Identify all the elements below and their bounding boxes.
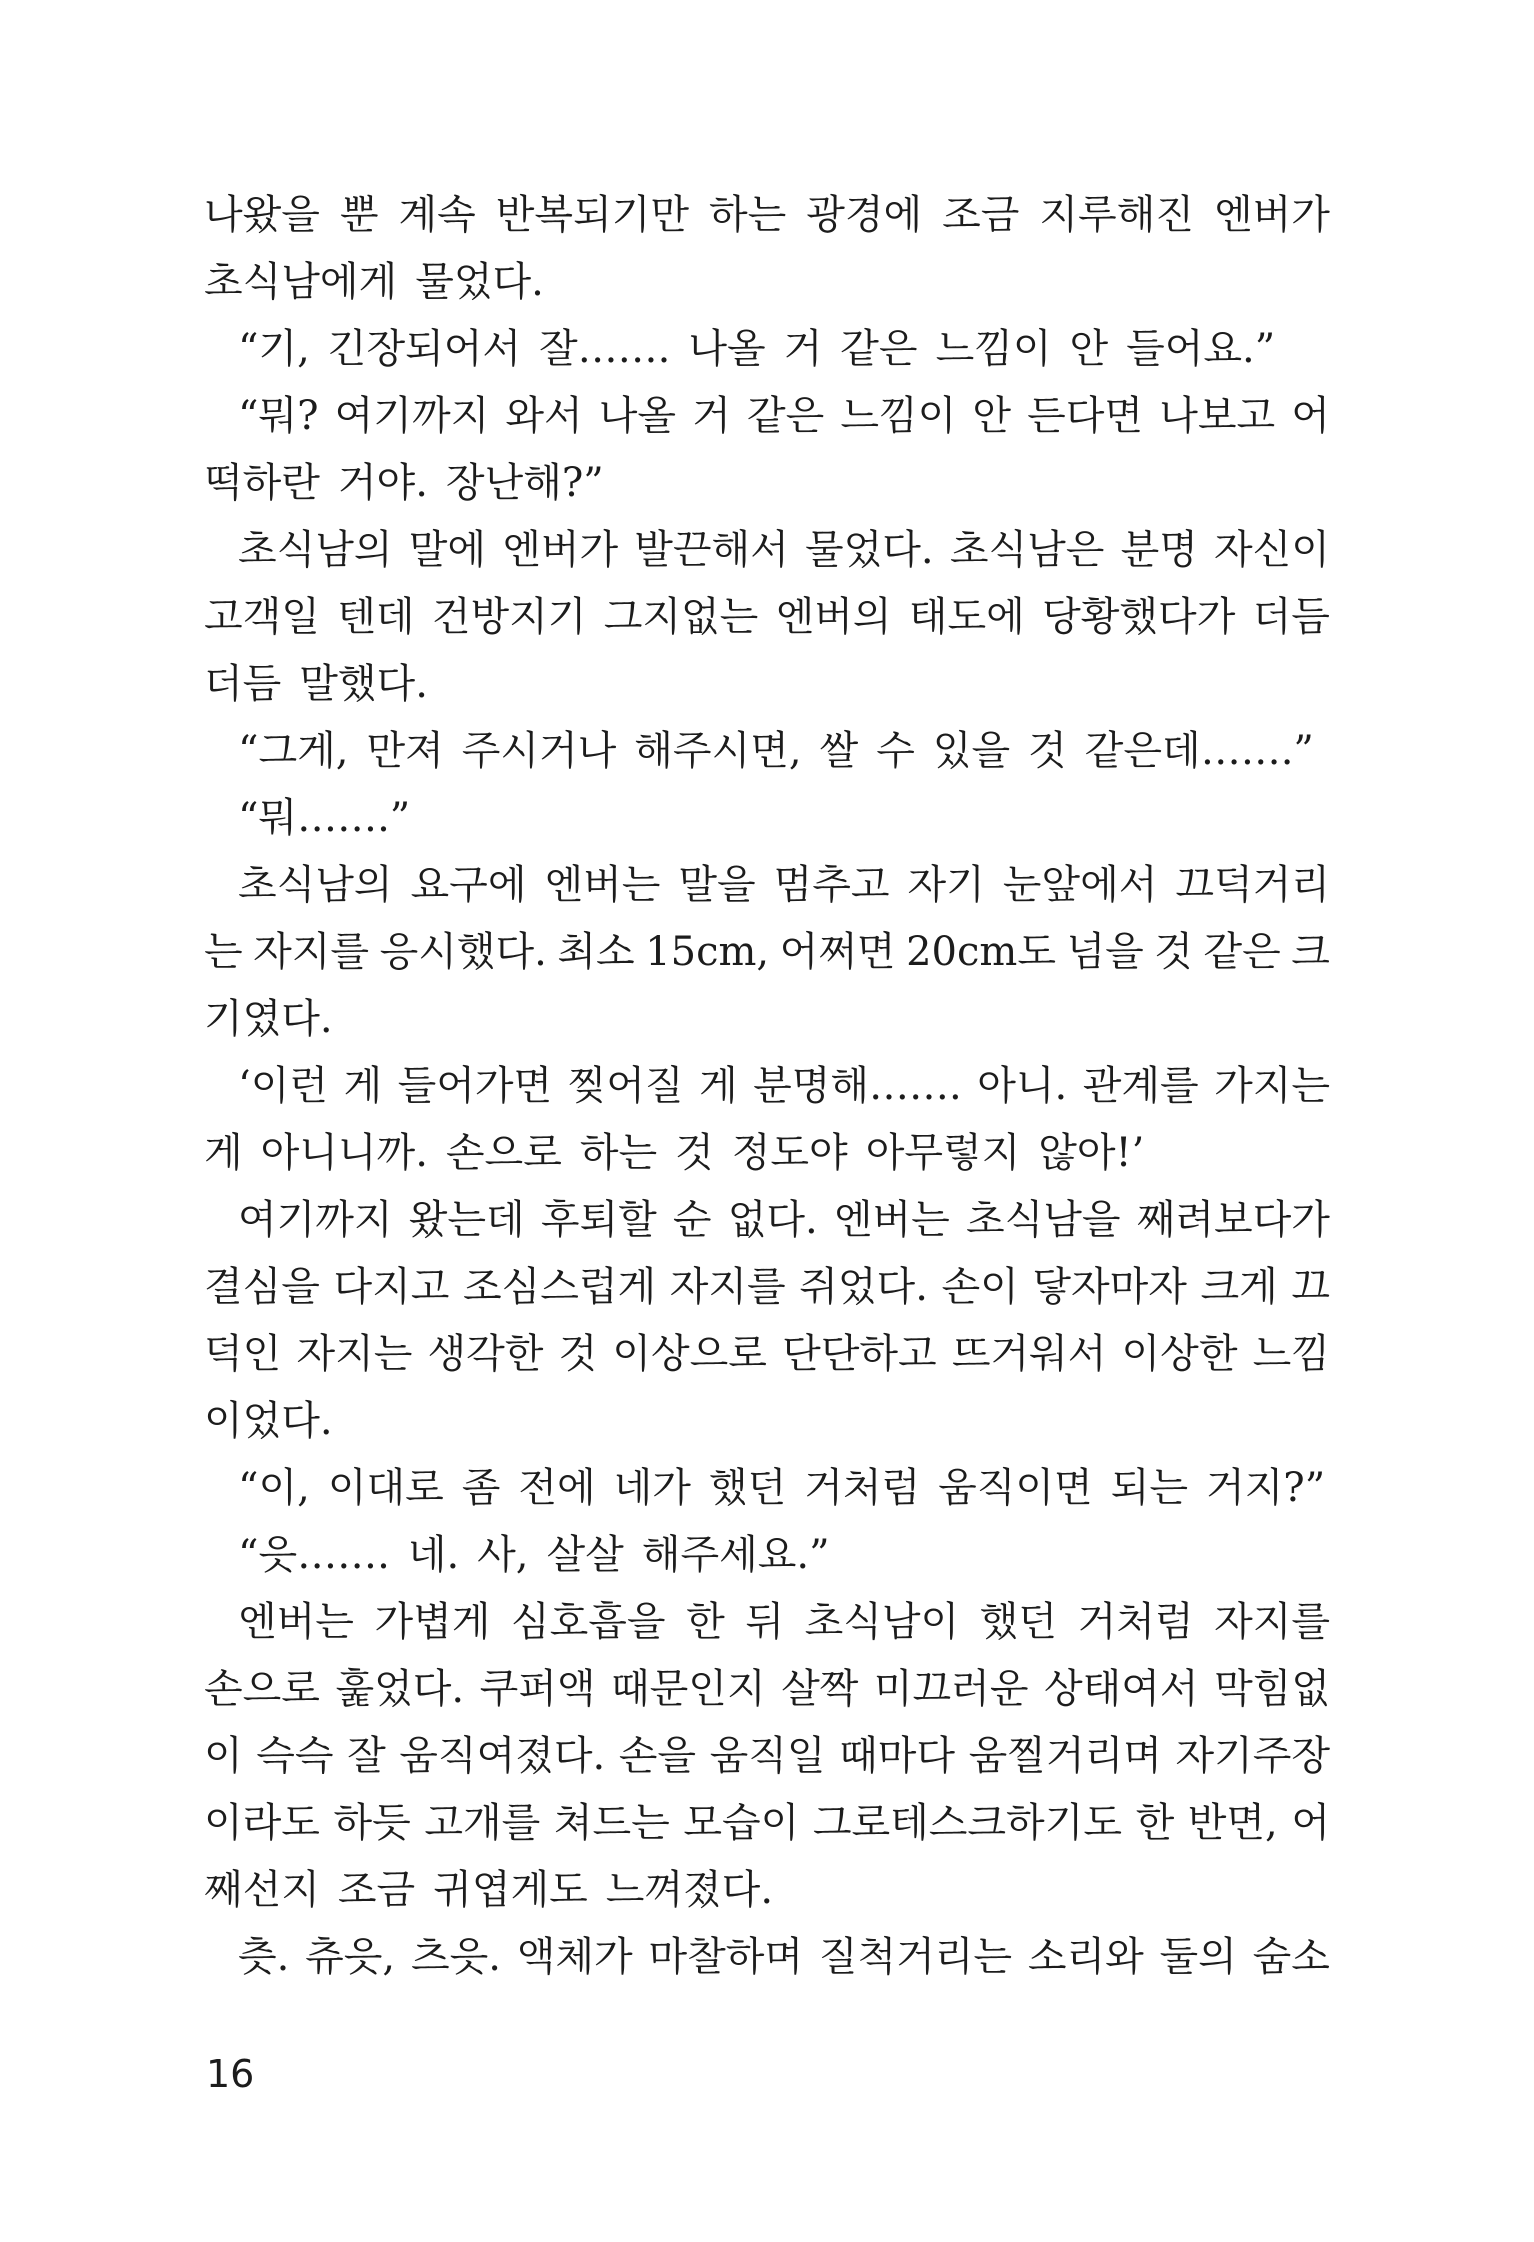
word: 아무렇지: [865, 1130, 1021, 1176]
word: 츄읏,: [305, 1934, 396, 1980]
word: 전에: [518, 1465, 596, 1511]
word: 자신이: [1214, 527, 1330, 573]
word: 분명해…….: [753, 1063, 962, 1109]
text-line: [204, 651, 1330, 718]
word: 태도에: [908, 594, 1025, 640]
word: 반면,: [1187, 1800, 1278, 1846]
word: ‘이런: [238, 1063, 328, 1109]
word: 엔버의: [775, 594, 892, 640]
word: 질척거리는: [818, 1934, 1013, 1980]
word: 움직이면: [938, 1465, 1093, 1511]
word: 들어요.”: [1126, 326, 1276, 372]
text-line: [204, 1120, 1330, 1187]
word: 기였다.: [204, 996, 333, 1042]
text-line: [204, 450, 1330, 517]
word: 없다.: [727, 1197, 818, 1243]
word: 이라도: [204, 1800, 320, 1846]
word: 텐데: [337, 594, 415, 640]
word: “읏…….: [238, 1532, 390, 1578]
word: 사,: [477, 1532, 529, 1578]
word: 안: [1069, 326, 1109, 372]
word: 느낌이: [935, 326, 1052, 372]
text-line: [204, 785, 1330, 852]
word: 엔버는: [833, 1197, 950, 1243]
word: “뭐?: [238, 393, 319, 439]
word: 손으로: [204, 1666, 320, 1712]
word: 엔버가: [1213, 192, 1330, 238]
word: 째려보다가: [1136, 1197, 1330, 1243]
word: 때마다: [839, 1733, 956, 1779]
word: 왔는데: [408, 1197, 525, 1243]
word: 게: [343, 1063, 383, 1109]
word: 해주시면,: [634, 728, 802, 774]
word: 훑었다.: [335, 1666, 465, 1712]
word: 자기주장: [1175, 1733, 1330, 1779]
text-line: [204, 1254, 1330, 1321]
word: 슥슥: [256, 1733, 334, 1779]
word: 여기까지: [334, 393, 490, 439]
word: 초식남이: [804, 1599, 960, 1645]
word: 움찔거리며: [968, 1733, 1162, 1779]
word: 했던: [708, 1465, 787, 1511]
word: 고객일: [204, 594, 320, 640]
word: 수: [876, 728, 915, 774]
word: 관계를: [1082, 1063, 1199, 1109]
word: 있을: [932, 728, 1011, 774]
word: 츠읏.: [410, 1934, 501, 1980]
word: 안: [972, 393, 1012, 439]
word: 끄: [1291, 1264, 1330, 1310]
text-line: [204, 316, 1330, 383]
word: 초식남에게: [204, 259, 398, 305]
word: 나보고: [1159, 393, 1276, 439]
word: 넘을: [1066, 929, 1144, 975]
text-line: [204, 1053, 1330, 1120]
word: 움직여졌다.: [399, 1733, 606, 1779]
word: 손으로: [445, 1130, 562, 1176]
word: 자지를: [1214, 1599, 1330, 1645]
text-line: [204, 383, 1330, 450]
text-line: [204, 919, 1330, 986]
word: 어쩌면: [779, 929, 896, 975]
word: 계속: [398, 192, 476, 238]
word: 뿐: [339, 192, 379, 238]
word: 말을: [678, 862, 756, 908]
word: 마찰하며: [648, 1934, 804, 1980]
word: 거지?”: [1205, 1465, 1326, 1511]
word: 잘: [347, 1733, 386, 1779]
word: 네가: [613, 1465, 691, 1511]
word: 엔버가: [502, 527, 619, 573]
word: 모습이: [683, 1800, 800, 1846]
word: 생각한: [427, 1331, 544, 1377]
word: 분명: [1120, 527, 1198, 573]
word: 하듯: [333, 1800, 411, 1846]
word: 숨소: [1252, 1934, 1330, 1980]
word: 지루해진: [1039, 192, 1194, 238]
word: 찢어질: [567, 1063, 684, 1109]
word: 말에: [408, 527, 487, 573]
word: 조금: [942, 192, 1020, 238]
word: 물었다.: [415, 259, 544, 305]
word: 나올: [688, 326, 766, 372]
word: 이상으로: [612, 1331, 767, 1377]
word: 막힘없: [1214, 1666, 1330, 1712]
word: 건방지기: [431, 594, 587, 640]
text-line: [204, 1790, 1330, 1857]
word: “이,: [238, 1465, 310, 1511]
word: 멈추고: [773, 862, 890, 908]
page-number: 16: [206, 2052, 255, 2096]
word: 나왔을: [204, 192, 320, 238]
word: 말했다.: [299, 661, 428, 707]
word: 발끈해서: [634, 527, 789, 573]
word: 게: [699, 1063, 738, 1109]
word: 요구에: [410, 862, 527, 908]
word: 거: [783, 326, 823, 372]
word: 최소: [557, 929, 635, 975]
word: 초식남의: [238, 862, 393, 908]
word: 나올: [598, 393, 677, 439]
word: 여기까지: [238, 1197, 393, 1243]
word: 것: [558, 1331, 598, 1377]
word: 응시했다.: [379, 929, 547, 975]
word: 가지는: [1214, 1063, 1330, 1109]
word: 엔버는: [238, 1599, 354, 1645]
word: 하는: [579, 1130, 658, 1176]
word: 같은: [1203, 929, 1281, 975]
word: 손을: [618, 1733, 697, 1779]
word: 거처럼: [804, 1465, 921, 1511]
word: 게: [204, 1130, 243, 1176]
word: 좀: [461, 1465, 501, 1511]
word: 자지는: [296, 1331, 413, 1377]
word: 뒤: [745, 1599, 784, 1645]
text-line: [204, 1388, 1330, 1455]
word: “뭐…….”: [238, 795, 411, 841]
word: 하는: [708, 192, 787, 238]
word: 그로테스크하기도: [812, 1800, 1122, 1846]
word: 상태여서: [1043, 1666, 1199, 1712]
word: 당황했다가: [1042, 594, 1236, 640]
word: 는: [204, 929, 243, 975]
word: 쳐드는: [553, 1800, 670, 1846]
text-line: [204, 1522, 1330, 1589]
text-line: [204, 249, 1330, 316]
word: 닿자마자: [1032, 1264, 1187, 1310]
word: 츳.: [238, 1934, 290, 1980]
word: 끄덕거리: [1175, 862, 1330, 908]
word: 20cm도: [906, 929, 1056, 975]
word: 째선지: [204, 1867, 320, 1913]
word: 것: [1028, 728, 1067, 774]
text-line: [204, 1455, 1330, 1522]
word: 거처럼: [1077, 1599, 1194, 1645]
text-line: [204, 517, 1330, 584]
word: 결심을: [204, 1264, 320, 1310]
word: 느껴졌다.: [605, 1867, 774, 1913]
word: 한: [1135, 1800, 1175, 1846]
word: 단단하고: [782, 1331, 937, 1377]
word: 후퇴할: [540, 1197, 657, 1243]
word: 잘…….: [539, 326, 671, 372]
word: 조금: [337, 1867, 416, 1913]
text-line: [204, 182, 1330, 249]
word: 소리와: [1027, 1934, 1144, 1980]
word: 쌀: [819, 728, 859, 774]
word: 가볍게: [374, 1599, 491, 1645]
word: 거야.: [337, 460, 428, 506]
word: “그게,: [238, 728, 349, 774]
word: 움직일: [709, 1733, 826, 1779]
word: 느낌이: [840, 393, 957, 439]
word: 않아!’: [1038, 1130, 1145, 1176]
text-line: [204, 852, 1330, 919]
word: 쥐었다.: [799, 1264, 928, 1310]
word: 자기: [907, 862, 985, 908]
text-line: [204, 1589, 1330, 1656]
word: 한: [686, 1599, 725, 1645]
word: 떡하란: [204, 460, 320, 506]
word: 초식남을: [966, 1197, 1121, 1243]
word: 장난해?”: [445, 460, 604, 506]
word: 눈앞에서: [1002, 862, 1158, 908]
word: 심호흡을: [511, 1599, 666, 1645]
word: 이: [204, 1733, 243, 1779]
word: 느낌: [1252, 1331, 1330, 1377]
word: 되는: [1110, 1465, 1188, 1511]
text-line: [204, 584, 1330, 651]
word: 든다면: [1027, 393, 1144, 439]
word: 긴장되어서: [327, 326, 522, 372]
word: 자지를: [253, 929, 370, 975]
word: 해주세요.”: [641, 1532, 830, 1578]
word: 미끄러운: [873, 1666, 1029, 1712]
word: 귀엽게도: [433, 1867, 588, 1913]
word: 액체가: [516, 1934, 633, 1980]
word: 물었다.: [805, 527, 934, 573]
word: 광경에: [806, 192, 923, 238]
word: 와서: [505, 393, 583, 439]
word: 다지고: [333, 1264, 450, 1310]
word: 것: [675, 1130, 714, 1176]
word: 손이: [941, 1264, 1019, 1310]
word: 만져: [366, 728, 444, 774]
word: 이상한: [1121, 1331, 1238, 1377]
word: 자지를: [669, 1264, 786, 1310]
word: 같은: [746, 393, 825, 439]
word: 그지없는: [603, 594, 759, 640]
text-line: [204, 986, 1330, 1053]
word: 초식남의: [238, 527, 393, 573]
word: “기,: [238, 326, 310, 372]
word: 크: [1291, 929, 1330, 975]
word: 같은: [840, 326, 918, 372]
word: 때문인지: [611, 1666, 766, 1712]
word: 더듬: [204, 661, 282, 707]
text-line: [204, 1857, 1330, 1924]
word: 조심스럽게: [463, 1264, 657, 1310]
word: 네.: [407, 1532, 460, 1578]
word: 아니.: [977, 1063, 1068, 1109]
word: 크게: [1200, 1264, 1278, 1310]
word: 같은데…….”: [1084, 728, 1314, 774]
text-line: [204, 1321, 1330, 1388]
word: 어: [1291, 393, 1330, 439]
word: 뜨거워서: [951, 1331, 1107, 1377]
word: 어: [1291, 1800, 1330, 1846]
word: 거: [692, 393, 731, 439]
word: 쿠퍼액: [479, 1666, 596, 1712]
text-line: [204, 718, 1330, 785]
word: 이었다.: [204, 1398, 333, 1444]
word: 둘의: [1159, 1934, 1237, 1980]
word: 엔버는: [544, 862, 661, 908]
body-text: [204, 182, 1330, 1991]
word: 초식남은: [949, 527, 1105, 573]
word: 것: [1154, 929, 1193, 975]
word: 이대로: [327, 1465, 444, 1511]
text-line: [204, 1924, 1330, 1991]
word: 살짝: [781, 1666, 859, 1712]
word: 주시거나: [461, 728, 617, 774]
word: 아니니까.: [260, 1130, 428, 1176]
word: 순: [672, 1197, 712, 1243]
text-line: [204, 1187, 1330, 1254]
text-line: [204, 1723, 1330, 1790]
word: 반복되기만: [495, 192, 689, 238]
word: 들어가면: [397, 1063, 553, 1109]
word: 정도야: [731, 1130, 848, 1176]
word: 덕인: [204, 1331, 282, 1377]
word: 살살: [546, 1532, 624, 1578]
text-line: [204, 1656, 1330, 1723]
word: 고개를: [424, 1800, 541, 1846]
word: 했던: [979, 1599, 1057, 1645]
word: 15cm,: [645, 929, 770, 975]
word: 더듬: [1252, 594, 1330, 640]
